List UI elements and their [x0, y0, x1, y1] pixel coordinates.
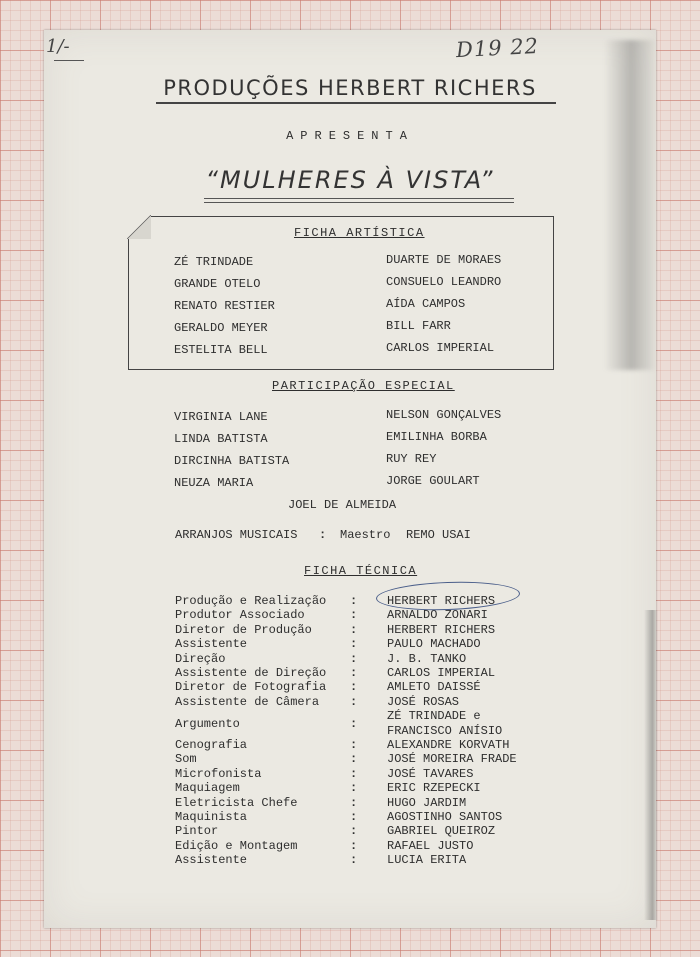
crew-separator: : [350, 637, 358, 652]
arranjos-separator: : [319, 528, 327, 542]
crew-separator: : [350, 781, 358, 796]
crew-role: Produtor Associado [175, 608, 305, 623]
crew-name: CARLOS IMPERIAL [387, 666, 496, 680]
handwritten-circle-mark [376, 579, 521, 612]
crew-role: Produção e Realização [175, 594, 327, 608]
crew-role: Som [175, 752, 197, 767]
presents-label: APRESENTA [286, 129, 414, 143]
crew-name: GABRIEL QUEIROZ [387, 824, 496, 839]
ficha-tecnica-heading: FICHA TÉCNICA [304, 564, 418, 578]
special-guest-name: NEUZA MARIA [174, 476, 254, 490]
crew-separator: : [350, 824, 358, 839]
crew-name: AGOSTINHO SANTOS [387, 810, 503, 824]
participacao-center-name: JOEL DE ALMEIDA [288, 498, 397, 512]
cast-name: AÍDA CAMPOS [386, 297, 466, 311]
crew-name: RAFAEL JUSTO [387, 838, 474, 853]
crew-name: JOSÉ TAVARES [387, 766, 474, 781]
crew-separator: : [350, 666, 358, 680]
crew-role: Direção [175, 651, 226, 666]
crew-separator: : [350, 694, 358, 709]
crew-name: JOSÉ ROSAS [387, 694, 460, 709]
crew-name: J. B. TANKO [387, 651, 467, 666]
crew-name: FRANCISCO ANÍSIO [387, 723, 503, 738]
crew-separator: : [350, 752, 358, 767]
crew-name: ARNALDO ZONARI [387, 608, 488, 623]
crew-separator: : [350, 853, 358, 868]
crew-role: Assistente [175, 853, 248, 868]
cast-name: ESTELITA BELL [174, 343, 268, 357]
crew-name: ALEXANDRE KORVATH [387, 738, 510, 752]
cast-name: CARLOS IMPERIAL [386, 341, 495, 355]
crew-role: Assistente de Câmera [175, 694, 320, 709]
crew-separator: : [350, 651, 358, 666]
company-name: PRODUÇÕES HERBERT RICHERS [163, 76, 537, 100]
cast-name: GRANDE OTELO [174, 277, 261, 291]
crew-name: HERBERT RICHERS [387, 594, 496, 608]
crew-separator: : [350, 738, 358, 752]
scan-smudge-lower [644, 610, 658, 920]
participacao-especial-heading: PARTICIPAÇÃO ESPECIAL [272, 379, 455, 393]
crew-role: Argumento [175, 717, 240, 732]
crew-role: Diretor de Produção [175, 622, 312, 637]
cast-name: BILL FARR [386, 319, 451, 333]
crew-name: PAULO MACHADO [387, 637, 481, 652]
special-guest-name: DIRCINHA BATISTA [174, 454, 290, 468]
crew-name: HUGO JARDIM [387, 795, 467, 810]
special-guest-name: NELSON GONÇALVES [386, 408, 502, 422]
handwritten-reference: D19 22 [455, 33, 540, 63]
special-guest-name: JORGE GOULART [386, 474, 480, 488]
crew-separator: : [350, 838, 358, 853]
crew-role: Edição e Montagem [175, 838, 298, 853]
arranjos-title: Maestro [340, 528, 391, 542]
crew-role: Pintor [175, 824, 219, 839]
special-guest-name: EMILINHA BORBA [386, 430, 487, 444]
cast-name: ZÉ TRINDADE [174, 255, 254, 269]
crew-separator: : [350, 717, 358, 732]
crew-role: Diretor de Fotografia [175, 680, 327, 695]
crew-role: Eletricista Chefe [175, 795, 298, 810]
crew-role: Maquinista [175, 810, 248, 824]
crew-role: Microfonista [175, 766, 262, 781]
crew-name: ERIC RZEPECKI [387, 781, 481, 796]
crew-separator: : [350, 608, 358, 623]
special-guest-name: LINDA BATISTA [174, 432, 268, 446]
crew-name: AMLETO DAISSÉ [387, 680, 481, 695]
crew-separator: : [350, 810, 358, 824]
crew-name: HERBERT RICHERS [387, 622, 496, 637]
ficha-artistica-heading: FICHA ARTÍSTICA [294, 226, 425, 240]
box-folded-corner [127, 215, 151, 239]
cast-name: GERALDO MEYER [174, 321, 268, 335]
film-title: “MULHERES À VISTA” [205, 166, 495, 194]
crew-name: LUCIA ERITA [387, 853, 467, 868]
special-guest-name: VIRGINIA LANE [174, 410, 268, 424]
crew-name: ZÉ TRINDADE e [387, 709, 481, 724]
crew-separator: : [350, 795, 358, 810]
crew-role: Cenografia [175, 738, 248, 752]
crew-separator: : [350, 594, 358, 608]
special-guest-name: RUY REY [386, 452, 437, 466]
arranjos-name: REMO USAI [406, 528, 471, 542]
cast-name: CONSUELO LEANDRO [386, 275, 502, 289]
crew-role: Assistente de Direção [175, 666, 327, 680]
film-title-underline [204, 198, 514, 199]
crew-separator: : [350, 766, 358, 781]
company-underline [156, 102, 556, 104]
crew-separator: : [350, 680, 358, 695]
handwritten-corner-mark: 1/- [46, 36, 70, 57]
crew-separator: : [350, 622, 358, 637]
crew-name: JOSÉ MOREIRA FRADE [387, 752, 517, 767]
film-title-underline-2 [204, 202, 514, 203]
cast-name: DUARTE DE MORAES [386, 253, 502, 267]
crew-role: Assistente [175, 637, 248, 652]
document-sheet [44, 30, 656, 928]
arranjos-label: ARRANJOS MUSICAIS [175, 528, 298, 542]
crew-role: Maquiagem [175, 781, 240, 796]
cast-name: RENATO RESTIER [174, 299, 275, 313]
